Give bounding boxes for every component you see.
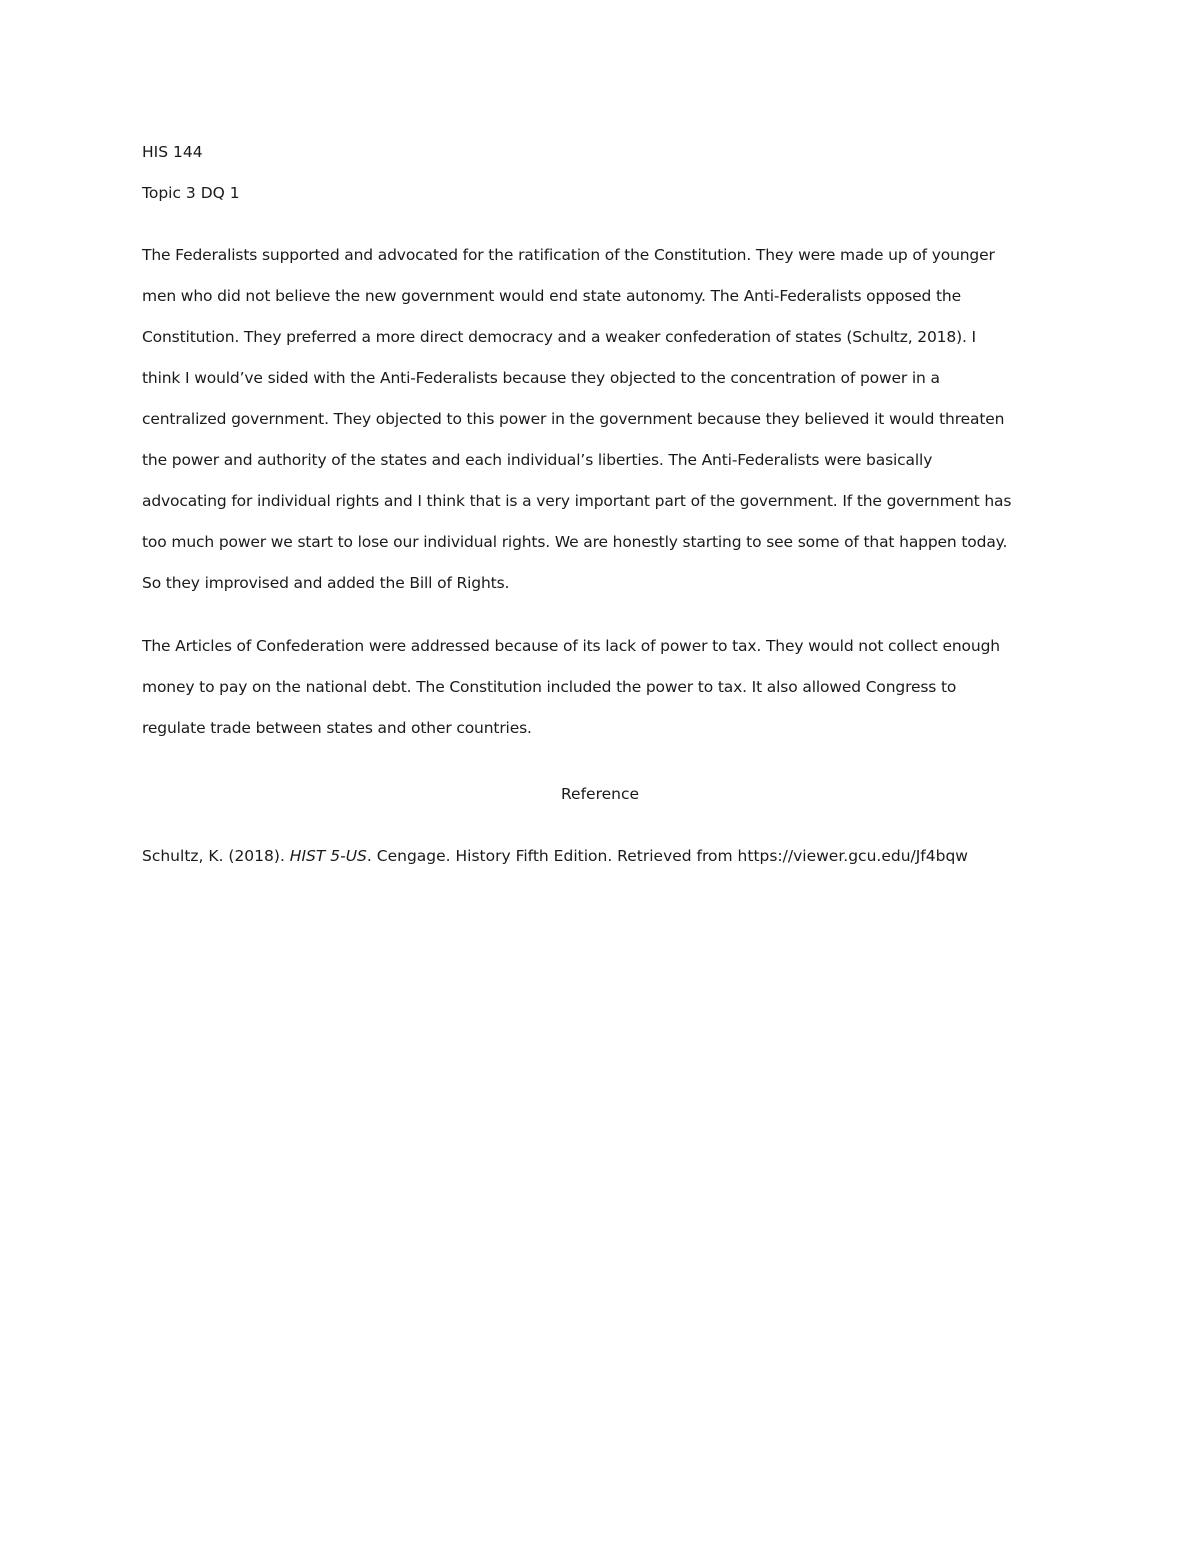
- paragraph-line: centralized government. They objected to this power in the government because they believed it would threaten: [142, 410, 1005, 428]
- paragraph-line: money to pay on the national debt. The Constitution included the power to tax. It also allowed Congress to: [142, 678, 957, 696]
- topic-title: Topic 3 DQ 1: [142, 184, 240, 202]
- paragraph-line: Constitution. They preferred a more direct democracy and a weaker confederation of states (Schultz, 2018). I: [142, 328, 976, 346]
- paragraph-line: men who did not believe the new government would end state autonomy. The Anti-Federalists opposed the: [142, 287, 961, 305]
- paragraph-line: The Articles of Confederation were addressed because of its lack of power to tax. They would not collect enough: [142, 637, 1000, 655]
- reference-details: . Cengage. History Fifth Edition. Retrieved from https://viewer.gcu.edu/Jf4bqw: [366, 847, 968, 865]
- reference-heading: Reference: [560, 785, 640, 803]
- paragraph-line: think I would’ve sided with the Anti-Federalists because they objected to the concentration of power in a: [142, 369, 940, 387]
- reference-author-year: Schultz, K. (2018).: [142, 847, 290, 865]
- paragraph-line: advocating for individual rights and I think that is a very important part of the government. If the government has: [142, 492, 1012, 510]
- document-content: [142, 140, 1062, 868]
- paragraph-line: The Federalists supported and advocated for the ratification of the Constitution. They were made up of younger: [142, 246, 995, 264]
- paragraph-line: So they improvised and added the Bill of Rights.: [142, 574, 510, 592]
- paragraph-line: regulate trade between states and other countries.: [142, 719, 532, 737]
- paragraph-articles: [142, 626, 1062, 749]
- paragraph-federalists: [142, 235, 1062, 604]
- reference-entry: [142, 844, 1062, 868]
- course-code: HIS 144: [142, 143, 203, 161]
- reference-title: HIST 5-US: [289, 847, 367, 865]
- paragraph-line: too much power we start to lose our individual rights. We are honestly starting to see some of that happen today.: [142, 533, 1008, 551]
- paragraph-line: the power and authority of the states and each individual’s liberties. The Anti-Federalists were basically: [142, 451, 933, 469]
